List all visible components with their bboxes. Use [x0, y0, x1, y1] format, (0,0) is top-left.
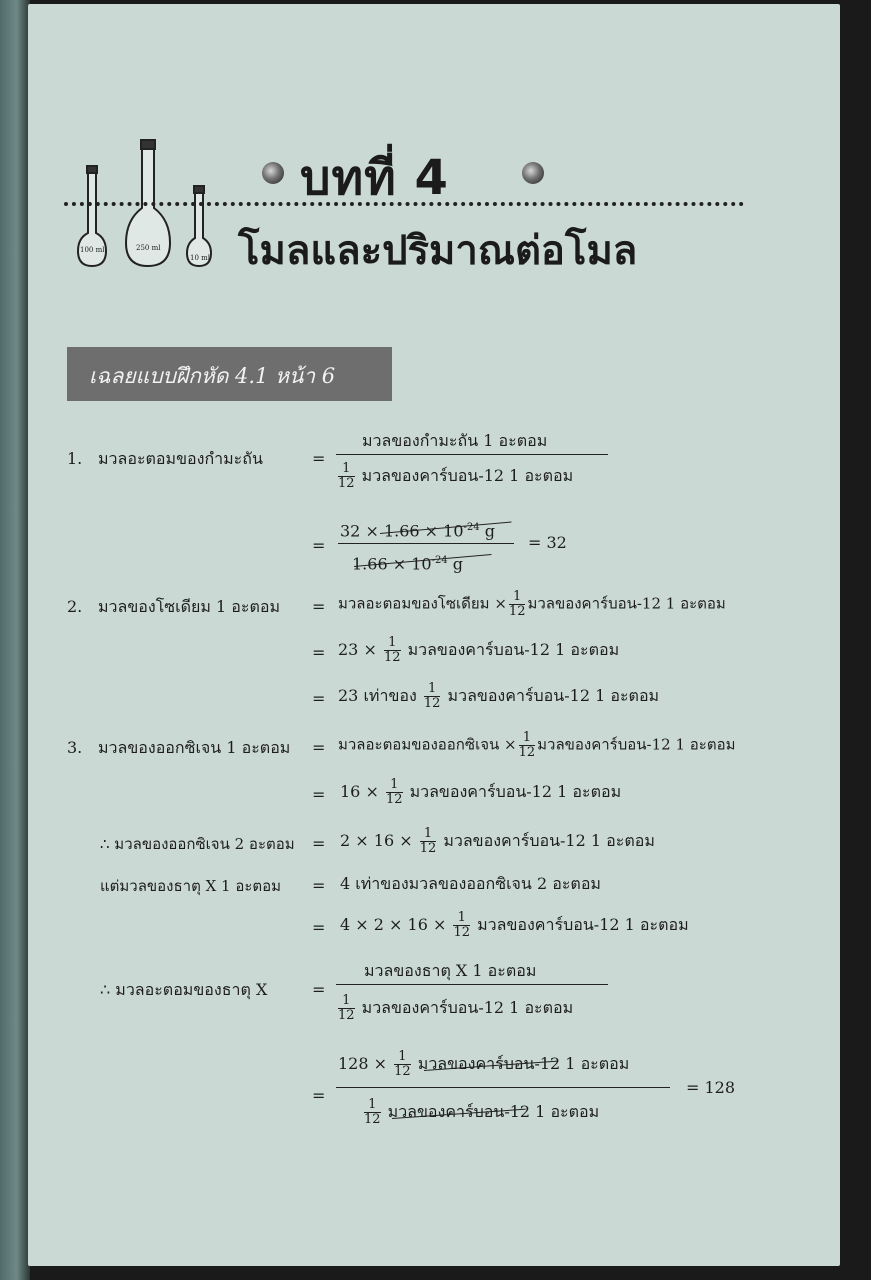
item-3-equals-4: =	[312, 876, 326, 895]
item-3-equals-6: =	[312, 980, 326, 999]
item-2-equals-3: =	[312, 689, 326, 708]
item-3-label: มวลของออกซิเจน 1 อะตอม	[98, 738, 291, 757]
fraction-one-twelfth: $\frac{1}{12}$	[383, 635, 401, 665]
item-3-result: = 128	[686, 1078, 736, 1097]
item-1-line2-fraction-bar	[338, 543, 514, 544]
item-3-equals-3: =	[312, 834, 326, 853]
chapter-title: บทที่ 4	[300, 150, 449, 206]
item-3-fraction2-denominator: $\frac{1}{12}$ มวลของคาร์บอน-12 1 อะตอม	[364, 1097, 600, 1127]
item-1-label: มวลอะตอมของกำมะถัน	[98, 449, 263, 468]
item-3-equals: =	[312, 738, 326, 757]
item-2-equals-2: =	[312, 643, 326, 662]
item-3-fraction1-numerator: มวลของธาตุ X 1 อะตอม	[364, 961, 537, 980]
item-3-fraction2-numerator: 128 × $\frac{1}{12}$ มวลของคาร์บอน-12 1 อะตอม	[338, 1049, 630, 1079]
item-1-line2-numerator: $32 \times 1.66 \times 10^{-24}$ g	[340, 521, 495, 541]
item-3-line1: มวลอะตอมของออกซิเจน × $\frac{1}{12}$ มวลของคาร์บอน-12 1 อะตอม	[338, 730, 736, 760]
item-3-line5: 4 × 2 × 16 × $\frac{1}{12}$ มวลของคาร์บอน-12 1 อะตอม	[340, 910, 689, 940]
item-1-numerator: มวลของกำมะถัน 1 อะตอม	[362, 431, 548, 450]
item-3-fraction1-bar	[336, 984, 608, 985]
item-1-denominator-text: มวลของคาร์บอน-12 1 อะตอม	[361, 466, 574, 485]
section-banner	[67, 347, 392, 401]
item-2-equals: =	[312, 597, 326, 616]
item-1-line2-denominator: $1.66 \times 10^{-24}$ g	[352, 554, 464, 574]
item-1-equals: =	[312, 449, 326, 468]
item-1-number: 1.	[67, 449, 83, 468]
flask-label-100: 100 ml	[80, 246, 105, 254]
item-2-line3: 23 เท่าของ $\frac{1}{12}$ มวลของคาร์บอน-12 1 อะตอม	[338, 681, 660, 711]
fraction-one-twelfth: $\frac{1}{12}$	[508, 589, 526, 619]
item-3-label-atomic-mass-x: ∴ มวลอะตอมของธาตุ X	[100, 980, 268, 999]
fraction-one-twelfth: $\frac{1}{12}$	[394, 1049, 411, 1079]
item-3-fraction1-denominator: $\frac{1}{12}$ มวลของคาร์บอน-12 1 อะตอม	[338, 993, 574, 1023]
title-bullet-right	[522, 162, 544, 184]
item-1-denominator	[336, 462, 573, 491]
fraction-one-twelfth: $\frac{1}{12}$	[453, 910, 471, 940]
flask-label-10: 10 ml	[190, 254, 211, 262]
book-spine	[0, 0, 30, 1280]
item-2-number: 2.	[67, 597, 83, 616]
item-3-label-oxygen-2: ∴ มวลของออกซิเจน 2 อะตอม	[100, 835, 295, 853]
item-1-fraction-bar	[336, 454, 608, 455]
fraction-one-twelfth: $\frac{1}{12}$	[364, 1097, 381, 1127]
item-3-number: 3.	[67, 738, 83, 757]
fraction-one-twelfth: $\frac{1}{12}$	[385, 777, 403, 807]
item-3-label-element-x: แต่มวลของธาตุ X 1 อะตอม	[100, 877, 282, 895]
item-1-equals-2: =	[312, 536, 326, 555]
title-bullet-left	[262, 162, 284, 184]
dotted-divider	[64, 202, 744, 206]
chapter-subtitle: โมลและปริมาณต่อโมล	[238, 228, 638, 274]
item-3-fraction2-bar	[336, 1087, 670, 1088]
item-3-equals-7: =	[312, 1086, 326, 1105]
fraction-one-twelfth: $\frac{1}{12}$	[419, 826, 437, 856]
item-3-equals-5: =	[312, 918, 326, 937]
item-2-line2: 23 × $\frac{1}{12}$ มวลของคาร์บอน-12 1 อะตอม	[338, 635, 620, 665]
fraction-one-twelfth: $\frac{1}{12}$	[423, 681, 441, 711]
item-3-line4: 4 เท่าของมวลของออกซิเจน 2 อะตอม	[340, 874, 601, 893]
fraction-one-twelfth: $\frac{1}{12}$	[518, 730, 536, 760]
item-2-label: มวลของโซเดียม 1 อะตอม	[98, 597, 281, 616]
flask-label-250: 250 ml	[136, 244, 161, 252]
item-3-line2: 16 × $\frac{1}{12}$ มวลของคาร์บอน-12 1 อะตอม	[340, 777, 622, 807]
fraction-one-twelfth: $\frac{1}{12}$	[338, 993, 355, 1023]
fraction-one-twelfth: $\frac{1}{12}$	[338, 461, 355, 491]
item-2-line1: มวลอะตอมของโซเดียม × $\frac{1}{12}$ มวลของคาร์บอน-12 1 อะตอม	[338, 589, 726, 619]
item-3-equals-2: =	[312, 785, 326, 804]
item-3-line3: 2 × 16 × $\frac{1}{12}$ มวลของคาร์บอน-12 1 อะตอม	[340, 826, 655, 856]
item-1-result: = 32	[528, 533, 567, 552]
section-title: เฉลยแบบฝึกหัด 4.1 หน้า 6	[89, 364, 336, 388]
